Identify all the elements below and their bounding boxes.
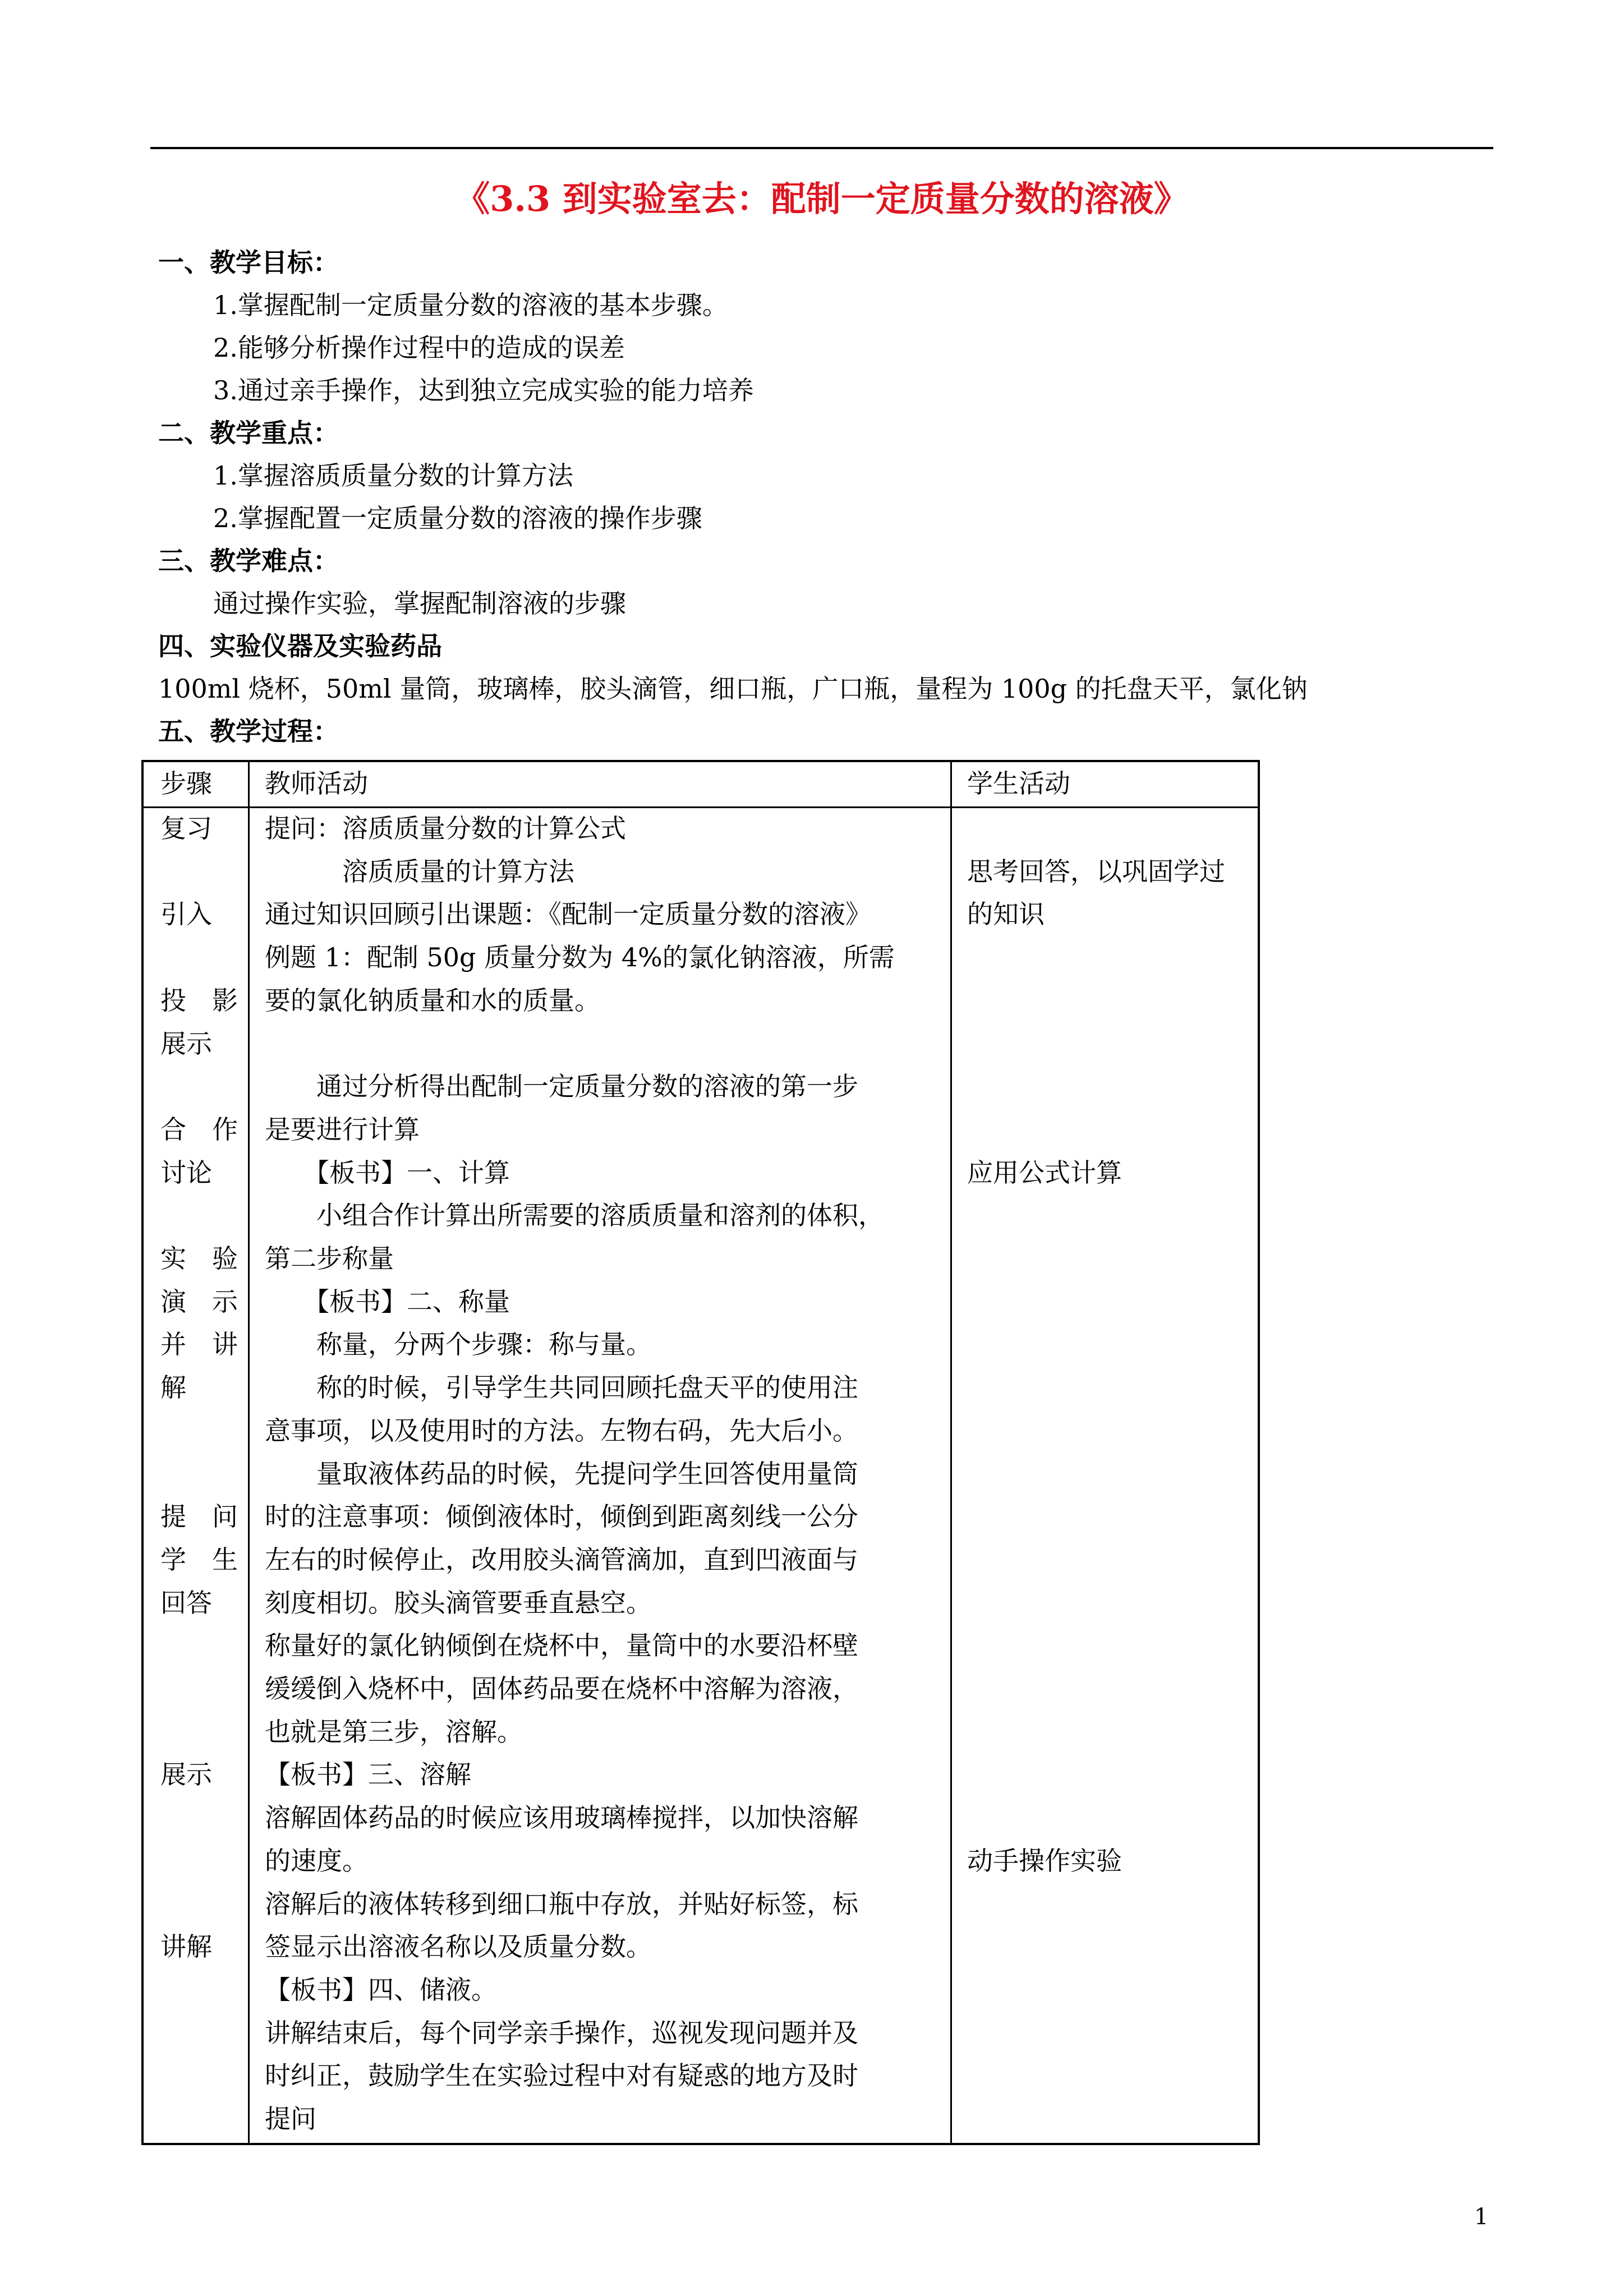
teacher-activity-line: 提问 xyxy=(265,2104,316,2134)
section-1-item: 3.通过亲手操作，达到独立完成实验的能力培养 xyxy=(213,375,754,405)
section-4-heading: 四、实验仪器及实验药品 xyxy=(158,631,442,661)
section-3-item: 通过操作实验，掌握配制溶液的步骤 xyxy=(213,588,626,619)
teacher-activity-line: 【板书】二、称量 xyxy=(265,1286,510,1317)
step-cell-line: 回答 xyxy=(160,1587,212,1618)
step-cell-line: 实 验 xyxy=(160,1243,238,1274)
step-cell-line: 提 问 xyxy=(160,1501,238,1532)
teacher-activity-line: 溶质质量的计算方法 xyxy=(265,856,574,887)
teacher-activity-line: 是要进行计算 xyxy=(265,1114,420,1145)
student-activity-line: 应用公式计算 xyxy=(967,1157,1122,1188)
teacher-activity-line: 签显示出溶液名称以及质量分数。 xyxy=(265,1931,652,1962)
teacher-activity-line: 溶解固体药品的时候应该用玻璃棒搅拌，以加快溶解 xyxy=(265,1802,858,1833)
student-activity-line: 动手操作实验 xyxy=(967,1845,1122,1876)
teacher-activity-line: 时的注意事项：倾倒液体时，倾倒到距离刻线一公分 xyxy=(265,1501,858,1532)
page-number: 1 xyxy=(1474,2204,1489,2230)
teacher-activity-line: 缓缓倒入烧杯中，固体药品要在烧杯中溶解为溶液， xyxy=(265,1673,858,1704)
table-header-student: 学生活动 xyxy=(967,768,1070,799)
teacher-activity-line: 例题 1：配制 50g 质量分数为 4%的氯化钠溶液，所需 xyxy=(265,942,895,973)
step-cell-line: 讲解 xyxy=(160,1931,212,1962)
teacher-activity-line: 要的氯化钠质量和水的质量。 xyxy=(265,985,600,1016)
section-1-item: 2.能够分析操作过程中的造成的误差 xyxy=(213,333,625,363)
table-header-step: 步骤 xyxy=(160,768,212,799)
section-3-heading: 三、教学难点： xyxy=(158,546,339,576)
student-activity-line: 的知识 xyxy=(967,899,1045,930)
teacher-activity-line: 意事项，以及使用时的方法。左物右码，先大后小。 xyxy=(265,1415,858,1446)
document-title: 《3.3 到实验室去：配制一定质量分数的溶液》 xyxy=(455,178,1189,219)
teacher-activity-line: 通过知识回顾引出课题：《配制一定质量分数的溶液》 xyxy=(265,899,871,930)
teacher-activity-line: 【板书】一、计算 xyxy=(265,1157,510,1188)
section-1-heading: 一、教学目标： xyxy=(158,247,339,278)
teacher-activity-line: 提问：溶质质量分数的计算公式 xyxy=(265,813,626,843)
table-header-teacher: 教师活动 xyxy=(265,768,368,799)
teacher-activity-line: 【板书】四、储液。 xyxy=(265,1974,497,2005)
step-cell-line: 学 生 xyxy=(160,1544,238,1575)
teacher-activity-line: 左右的时候停止，改用胶头滴管滴加，直到凹液面与 xyxy=(265,1544,858,1575)
teacher-activity-line: 通过分析得出配制一定质量分数的溶液的第一步 xyxy=(265,1071,858,1102)
step-cell-line: 引入 xyxy=(160,899,212,930)
step-cell-line: 合 作 xyxy=(160,1114,238,1145)
teacher-activity-line: 称的时候，引导学生共同回顾托盘天平的使用注 xyxy=(265,1372,858,1403)
step-cell-line: 投 影 xyxy=(160,985,238,1016)
teacher-activity-line: 溶解后的液体转移到细口瓶中存放，并贴好标签，标 xyxy=(265,1888,858,1919)
teacher-activity-line: 时纠正，鼓励学生在实验过程中对有疑惑的地方及时 xyxy=(265,2060,858,2091)
step-cell-line: 展示 xyxy=(160,1028,212,1059)
teacher-activity-line: 量取液体药品的时候，先提问学生回答使用量筒 xyxy=(265,1458,858,1489)
teacher-activity-line: 讲解结束后，每个同学亲手操作，巡视发现问题并及 xyxy=(265,2017,858,2048)
section-1-item: 1.掌握配制一定质量分数的溶液的基本步骤。 xyxy=(213,290,728,320)
section-4-text: 100ml 烧杯，50ml 量筒，玻璃棒，胶头滴管，细口瓶，广口瓶，量程为 100g 的托盘天平，氯化钠 xyxy=(158,674,1308,704)
step-cell-line: 解 xyxy=(160,1372,186,1403)
section-2-heading: 二、教学重点： xyxy=(158,418,339,448)
teaching-process-table xyxy=(141,760,1260,2145)
step-cell-line: 讨论 xyxy=(160,1157,212,1188)
teacher-activity-line: 小组合作计算出所需要的溶质质量和溶剂的体积， xyxy=(265,1200,884,1231)
section-2-item: 1.掌握溶质质量分数的计算方法 xyxy=(213,460,573,491)
section-2-item: 2.掌握配置一定质量分数的溶液的操作步骤 xyxy=(213,503,702,533)
table-divider xyxy=(248,762,250,2143)
teacher-activity-line: 也就是第三步，溶解。 xyxy=(265,1716,523,1747)
teacher-activity-line: 刻度相切。胶头滴管要垂直悬空。 xyxy=(265,1587,652,1618)
teacher-activity-line: 称量，分两个步骤：称与量。 xyxy=(265,1329,652,1360)
teacher-activity-line: 的速度。 xyxy=(265,1845,368,1876)
section-5-heading: 五、教学过程： xyxy=(158,716,339,746)
header-rule xyxy=(150,147,1493,149)
step-cell-line: 复习 xyxy=(160,813,212,843)
teacher-activity-line: 【板书】三、溶解 xyxy=(265,1759,471,1790)
step-cell-line: 并 讲 xyxy=(160,1329,238,1360)
student-activity-line: 思考回答，以巩固学过 xyxy=(967,856,1225,887)
step-cell-line: 演 示 xyxy=(160,1286,238,1317)
teacher-activity-line: 称量好的氯化钠倾倒在烧杯中，量筒中的水要沿杯壁 xyxy=(265,1630,858,1661)
step-cell-line: 展示 xyxy=(160,1759,212,1790)
table-divider xyxy=(950,762,952,2143)
teacher-activity-line: 第二步称量 xyxy=(265,1243,394,1274)
